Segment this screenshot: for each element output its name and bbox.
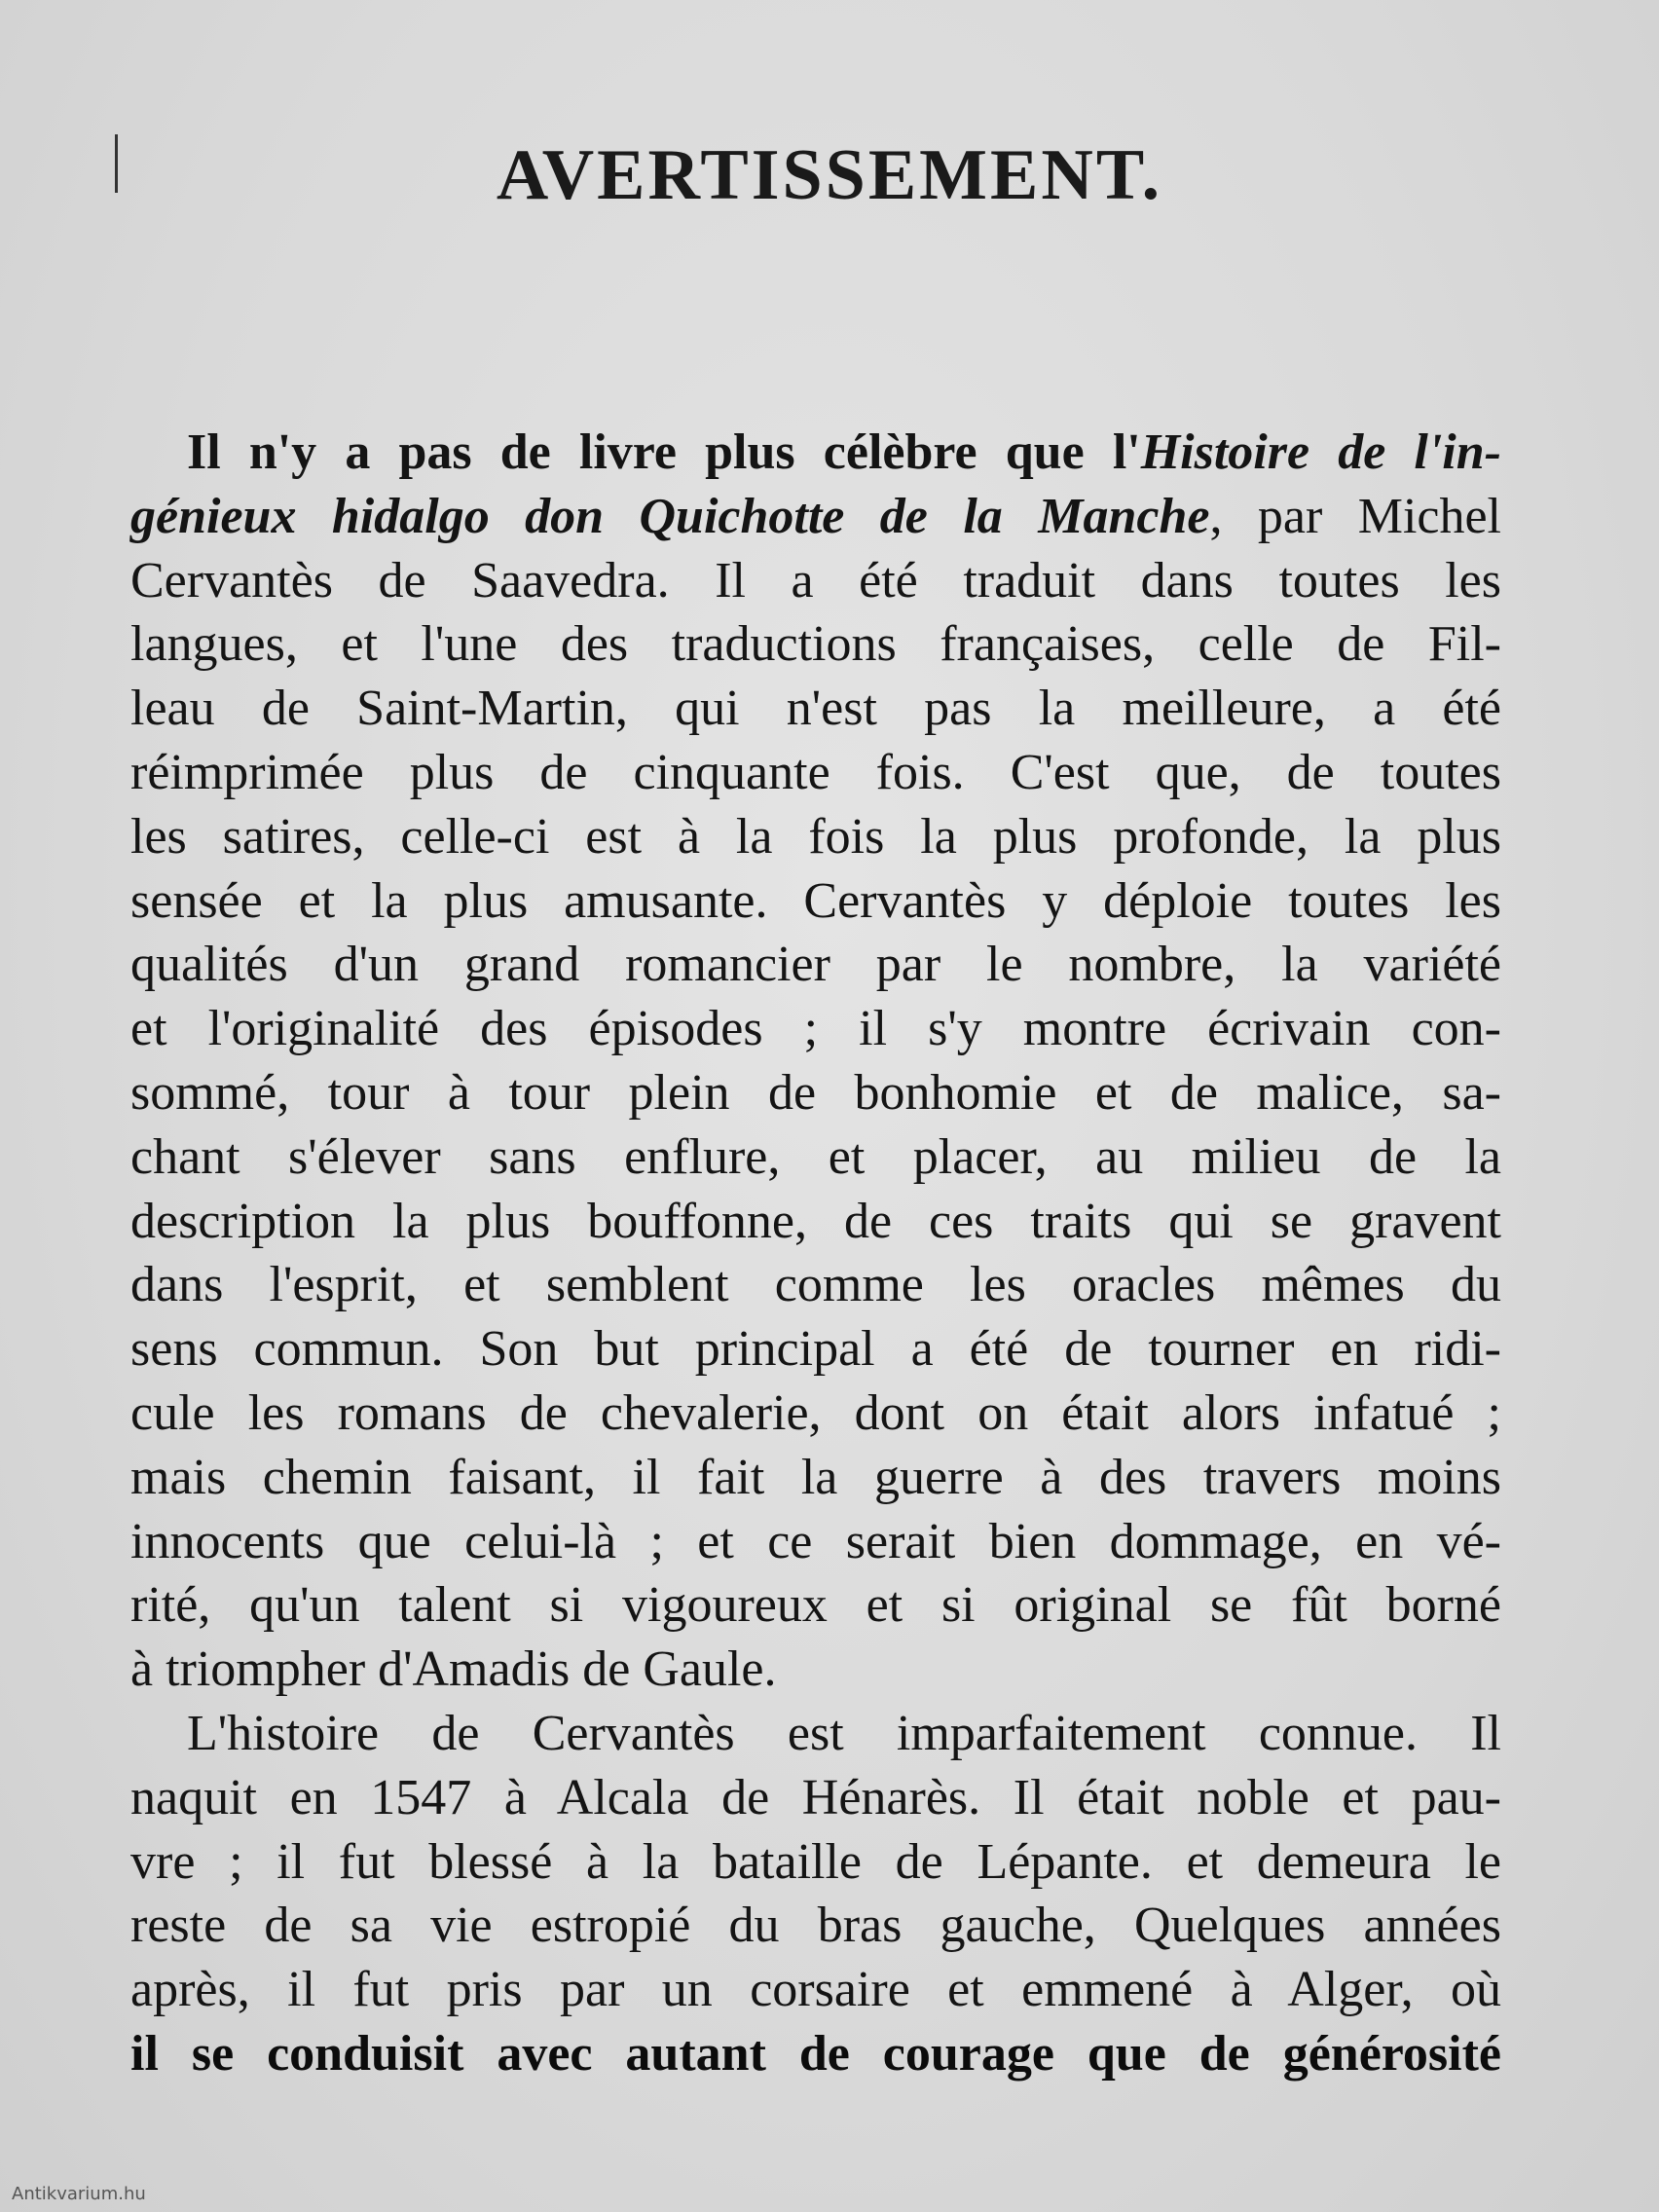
page-title: AVERTISSEMENT. <box>496 135 1163 215</box>
text-line: rité, qu'un talent si vigoureux et si original se fût borné <box>130 1577 1501 1634</box>
text-line: innocents que celui-là ; et ce serait bien dommage, en vé- <box>130 1513 1501 1569</box>
watermark: Antikvarium.hu <box>12 2184 146 2204</box>
text-line: sommé, tour à tour plein de bonhomie et de malice, sa- <box>130 1064 1501 1121</box>
text-line: Cervantès de Saavedra. Il a été traduit dans toutes les <box>130 552 1501 608</box>
text-line: et l'originalité des épisodes ; il s'y montre écrivain con- <box>130 1001 1501 1057</box>
text-line: reste de sa vie estropié du bras gauche, Quelques années <box>130 1898 1501 1954</box>
text-line: à triompher d'Amadis de Gaule. <box>130 1641 777 1698</box>
text-line: mais chemin faisant, il fait la guerre à des travers moins <box>130 1449 1501 1505</box>
text-line: Il n'y a pas de livre plus célèbre que l'Histoire de l'in- <box>187 424 1501 480</box>
text-line: les satires, celle-ci est à la fois la plus profonde, la plus <box>130 808 1501 865</box>
text-line: il se conduisit avec autant de courage que de générosité <box>130 2025 1501 2082</box>
text-line: réimprimée plus de cinquante fois. C'est que, de toutes <box>130 744 1501 800</box>
text-line: leau de Saint-Martin, qui n'est pas la meilleure, a été <box>130 681 1501 737</box>
text-line: génieux hidalgo don Quichotte de la Manche, par Michel <box>130 488 1502 544</box>
text-line: sens commun. Son but principal a été de tourner en ridi- <box>130 1321 1501 1378</box>
text-line: cule les romans de chevalerie, dont on était alors infatué ; <box>130 1384 1501 1441</box>
text-line: L'histoire de Cervantès est imparfaitement connue. Il <box>187 1705 1501 1761</box>
text-line: description la plus bouffonne, de ces traits qui se gravent <box>130 1193 1501 1249</box>
text-line: langues, et l'une des traductions françaises, celle de Fil- <box>130 616 1501 673</box>
text-line: naquit en 1547 à Alcala de Hénarès. Il était noble et pau- <box>130 1769 1501 1825</box>
text-line: dans l'esprit, et semblent comme les oracles mêmes du <box>130 1257 1501 1313</box>
text-line: chant s'élever sans enflure, et placer, au milieu de la <box>130 1128 1501 1185</box>
text-line: vre ; il fut blessé à la bataille de Lépante. et demeura le <box>130 1833 1501 1890</box>
text-line: sensée et la plus amusante. Cervantès y déploie toutes les <box>130 872 1501 929</box>
body-text <box>130 421 1501 2086</box>
text-line: après, il fut pris par un corsaire et emmené à Alger, où <box>130 1962 1501 2018</box>
text-line: qualités d'un grand romancier par le nombre, la variété <box>130 937 1501 993</box>
